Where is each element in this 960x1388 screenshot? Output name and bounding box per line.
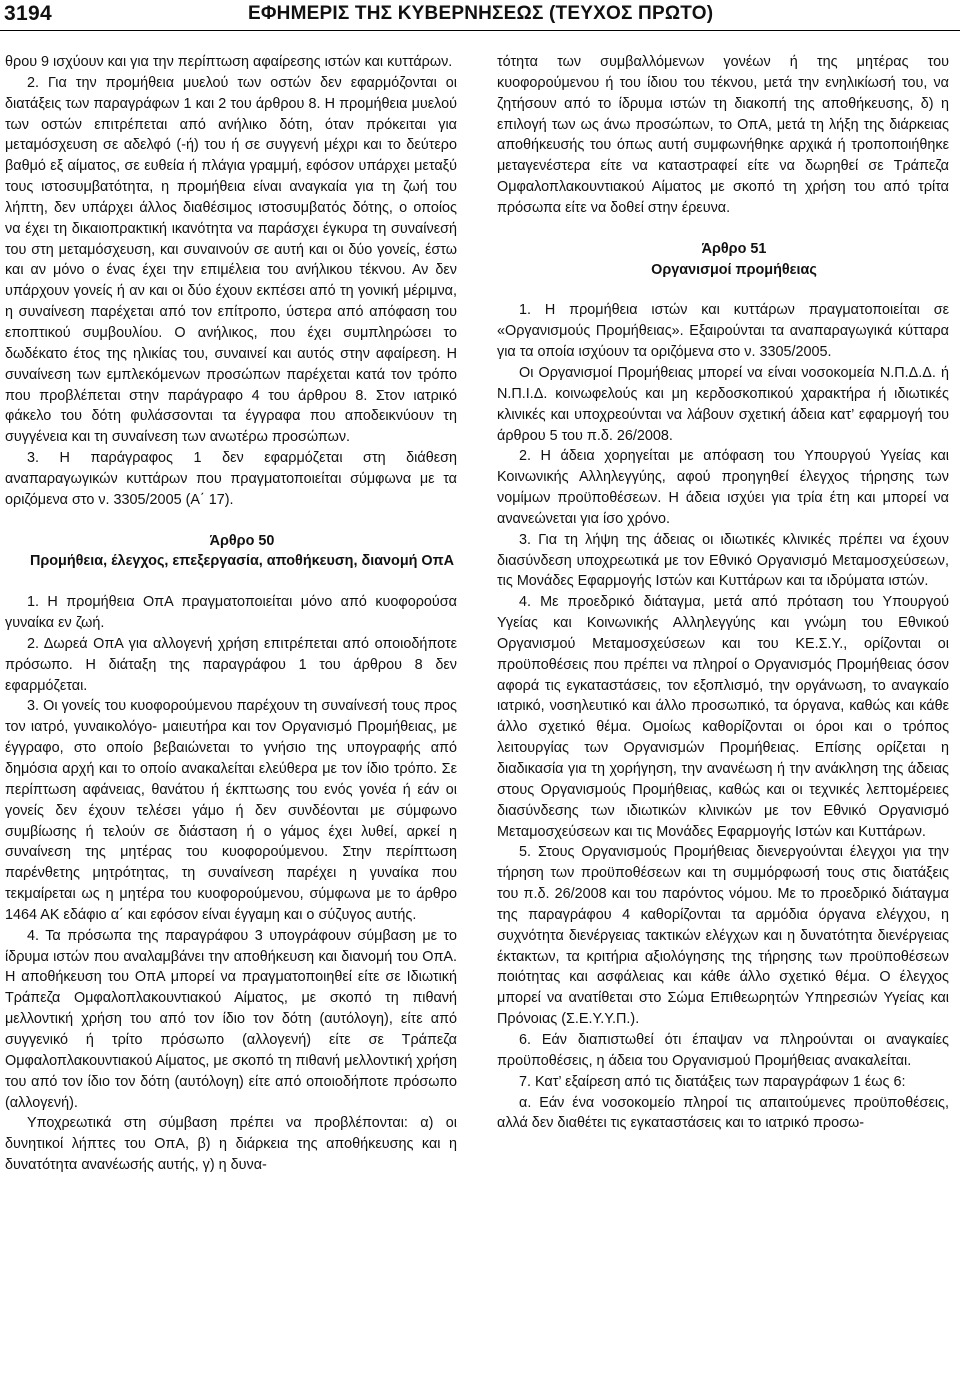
- paragraph: 6. Εάν διαπιστωθεί ότι έπαψαν να πληρούνται οι αναγκαίες προϋποθέσεις, η άδεια του Οργανισμού Προμήθειας ανακαλείται.: [497, 1031, 949, 1069]
- paragraph: 2. Για την προμήθεια μυελού των οστών δεν εφαρμόζονται οι διατάξεις των παραγράφων 1 και 2 του άρθρου 8. Η προμήθεια μυελού των οστών επιτρέπεται από ανήλικο δότη, όταν πρόκειται για μεταμόσχευση σε αδελφό (-ή) του ή σε συγγενή μέχρι και το δεύτερο βαθμό εξ αίματος, σε ευθεία ή πλάγια γραμμή, εφόσον υπάρχει μεταξύ τους ιστοσυμβατότητα, η προμήθεια είναι αναγκαία για τη ζωή του λήπτη, δεν υπάρχει άλλος διαθέσιμος ιστοσυμβατός δότης, ο οποίος να έχει τη δικαιοπρακτική ικανότητα να παράσχει έγκυρα τη συναίνεσή του στη μεταμόσχευση, και συναινούν σε αυτή και οι δύο γονείς, έστω και αν μόνο ο ένας έχει την επιμέλεια του ανήλικου τέκνου. Αν δεν υπάρχουν γονείς ή αν και οι δύο έχουν εκπέσει από τη γονική μέριμνα, η συναίνεση παρέχεται από τον επίτροπο, ύστερα από απόφαση του εποπτικού συμβουλίου. Ο ανήλικος, που έχει συμπληρώσει το δωδέκατο έτος της ηλικίας του, συναινεί και αυτός στην αφαίρεση. Η συναίνεση των εμπλεκόμενων προσώπων παρέχεται κατά τον τρόπο που προβλέπεται στην παράγραφο 4 του άρθρου 8. Στον ιατρικό φάκελο του δότη φυλάσσονται τα έγγραφα που αποδεικνύουν τη συγγένεια και τη συναίνεση των ανωτέρω προσώπων.: [5, 74, 457, 446]
- spacer: [497, 219, 949, 239]
- paragraph: 3. Οι γονείς του κυοφορούμενου παρέχουν τη συναίνεσή τους προς τον ιατρό, γυναικολόγο- μαιευτήρα και τον Οργανισμό Προμήθειας, με έγγραφο, στο οποίο βεβαιώνεται το γνήσιο της υπογραφής από δημόσια αρχή και το οποίο ανακαλείται ελεύθερα με τον ίδιο τρόπο. Σε περίπτωση αφάνειας, θανάτου ή έκπτωσης του ενός γονέα ή εάν οι γονείς δεν έχουν τελέσει γάμο ή δεν συνδέονται με σύμφωνο συμβίωσης ή τελούν σε διάσταση ή ο γάμος έχει λυθεί, αρκεί η συναίνεση της μητέρας του κυοφορούμενου. Στην περίπτωση παρένθετης μητρότητας, τη συναίνεση παρέχει η γυναίκα που τεκμαίρεται ως η μητέρα του κυοφορούμενου, σύμφωνα με το άρθρο 1464 ΑΚ εδάφιο α΄ και εφόσον είναι έγγαμη και ο σύζυγος αυτής.: [5, 698, 457, 923]
- paragraph: τότητα των συμβαλλόμενων γονέων ή της μητέρας του κυοφορούμενου ή του ίδιου του τέκνου, μετά την ενηλικίωσή του, να ζητήσουν από το ίδρυμα ιστών τη διακοπή της αποθήκευσης, δ) η επιλογή των ως άνω προσώπων, το ΟπΑ, μετά τη λήξη της διάρκειας αποθήκευσής του όπως αυτή συμφωνήθηκε αρχικά ή τροποποιήθηκε μεταγενέστερα είτε να καταστραφεί είτε να δωρηθεί σε Τράπεζα Ομφαλοπλακουντιακού Αίματος με σκοπό τη χρήση του από τρίτα πρόσωπα είτε να δοθεί στην έρευνα.: [497, 54, 949, 216]
- spacer: [5, 511, 457, 531]
- paragraph: 2. Η άδεια χορηγείται με απόφαση του Υπουργού Υγείας και Κοινωνικής Αλληλεγγύης, αφού προηγηθεί έλεγχος τήρησης των νομίμων προϋποθέσεων. Η άδεια ισχύει για τρία έτη και μπορεί να ανανεώνεται για ίσο χρόνο.: [497, 448, 949, 527]
- paragraph: 4. Με προεδρικό διάταγμα, μετά από πρόταση του Υπουργού Υγείας και Κοινωνικής Αλληλεγγύης και γνώμη του Εθνικού Οργανισμού Μεταμοσχεύσεων και του ΚΕ.Σ.Υ., ορίζονται οι προϋποθέσεις που πρέπει να πληροί ο Οργανισμός Προμήθειας όσον αφορά τις εγκαταστάσεις, τον εξοπλισμό, την οργάνωση, το αναγκαίο ιατρικό, νοσηλευτικό και άλλο προσωπικό, τα όργανα, καθώς και κάθε άλλο σχετικό θέμα. Ομοίως καθορίζονται οι όροι και ο τρόπος λειτουργίας των Οργανισμών Προμήθειας. Επίσης ορίζεται η διαδικασία για τη χορήγηση, την ανανέωση ή την ανάκληση της άδειας στους Οργανισμούς Προμήθειας, καθώς και οι τεχνικές λεπτομέρειες διασύνδεσης των ιδιωτικών κλινικών με τον Εθνικό Οργανισμό Μεταμοσχεύσεων και τις Μονάδες Εφαρμογής Ιστών και Κυττάρων.: [497, 594, 949, 840]
- article-51-subtitle: Οργανισμοί προμήθειας: [651, 261, 817, 278]
- article-50-subtitle: Προμήθεια, έλεγχος, επεξεργασία, αποθήκευση, διανομή ΟπΑ: [29, 553, 455, 570]
- article-51-title: Άρθρο 51: [701, 240, 767, 257]
- paragraph: 2. Δωρεά ΟπΑ για αλλογενή χρήση επιτρέπεται από οποιοδήποτε πρόσωπο. Η διάταξη της παραγράφου 1 του άρθρου 8 δεν εφαρμόζεται.: [5, 635, 457, 694]
- spacer: [497, 280, 949, 300]
- paragraph: 5. Στους Οργανισμούς Προμήθειας διενεργούνται έλεγχοι για την τήρηση των προϋποθέσεων και τη συμμόρφωσή τους στις διατάξεις του π.δ. 26/2008 και του παρόντος νόμου. Με το προεδρικό διάταγμα της παραγράφου 4 καθορίζονται τα αρμόδια όργανα ελέγχου, η συχνότητα διενέργειας τακτικών ελέγχων και η δυνατότητα διενέργειας έκτακτων, τα κριτήρια αξιολόγησης της τήρησης των προϋποθέσεων ποιότητας και ασφάλειας και κάθε άλλο σχετικό θέμα. Ο έλεγχος μπορεί να ανατίθεται στο Σώμα Επιθεωρητών Υπηρεσιών Υγείας και Πρόνοιας (Σ.Ε.Υ.Υ.Π.).: [497, 844, 949, 1028]
- paragraph: α. Εάν ένα νοσοκομείο πληροί τις απαιτούμενες προϋποθέσεις, αλλά δεν διαθέτει τις εγκαταστάσεις και το ιατρικό προσω-: [497, 1094, 949, 1132]
- page-number: 3194: [4, 2, 52, 25]
- paragraph: 1. Η προμήθεια ιστών και κυττάρων πραγματοποιείται σε «Οργανισμούς Προμήθειας». Εξαιρούνται τα αναπαραγωγικά κύτταρα για τα οποία ισχύουν τα οριζόμενα στο ν. 3305/2005.: [497, 302, 949, 361]
- paragraph: 7. Κατ’ εξαίρεση από τις διατάξεις των παραγράφων 1 έως 6:: [519, 1073, 906, 1090]
- paragraph: θρου 9 ισχύουν και για την περίπτωση αφαίρεσης ιστών και κυττάρων.: [5, 54, 453, 70]
- paragraph: 1. Η προμήθεια ΟπΑ πραγματοποιείται μόνο από κυοφορούσα γυναίκα εν ζωή.: [5, 594, 457, 632]
- right-column: [497, 52, 949, 1382]
- paragraph: Υποχρεωτικά στη σύμβαση πρέπει να προβλέπονται: α) οι δυνητικοί λήπτες του ΟπΑ, β) η διάρκεια της αποθήκευσης και η δυνατότητα ανανέωσής αυτής, γ) η δυνα-: [5, 1115, 457, 1174]
- journal-title: ΕΦΗΜΕΡΙΣ ΤΗΣ ΚΥΒΕΡΝΗΣΕΩΣ (ΤΕΥΧΟΣ ΠΡΩΤΟ): [248, 3, 714, 24]
- paragraph: 3. Για τη λήψη της άδειας οι ιδιωτικές κλινικές πρέπει να έχουν διασύνδεση υποχρεωτικά με τον Εθνικό Οργανισμό Μεταμοσχεύσεων, τις Μονάδες Εφαρμογής Ιστών και Κυττάρων και τα ιδρύματα ιστών.: [497, 531, 949, 590]
- paragraph: Οι Οργανισμοί Προμήθειας μπορεί να είναι νοσοκομεία Ν.Π.Δ.Δ. ή Ν.Π.Ι.Δ. κοινωφελούς και μη κερδοσκοπικού χαρακτήρα ή ιδιωτικές κλινικές και υποχρεούνται να λάβουν σχετική άδεια κατ’ εφαρμογή του άρθρου 5 του π.δ. 26/2008.: [497, 364, 949, 444]
- paragraph: 3. Η παράγραφος 1 δεν εφαρμόζεται στη διάθεση αναπαραγωγικών κυττάρων που πραγματοποιείται σύμφωνα με τα οριζόμενα στο ν. 3305/2005 (Α΄ 17).: [5, 450, 457, 508]
- spacer: [5, 572, 457, 592]
- page-header: [0, 0, 960, 31]
- left-column: [5, 52, 457, 1382]
- article-50-title: Άρθρο 50: [209, 532, 275, 549]
- paragraph: 4. Τα πρόσωπα της παραγράφου 3 υπογράφουν σύμβαση με το ίδρυμα ιστών που αναλαμβάνει την αποθήκευση και διανομή του ΟπΑ. Η αποθήκευση του ΟπΑ μπορεί να πραγματοποιηθεί είτε σε Ιδιωτική Τράπεζα Ομφαλοπλακουντιακού Αίματος, με σκοπό τη πιθανή μελλοντική χρήση του από τον ίδιο τον δότη (αυτόλογη), είτε από συγγενικό ή τρίτο πρόσωπο (αλλογενή) είτε σε Τράπεζα Ομφαλοπλακουντιακού Αίματος, με σκοπό τη πιθανή μελλοντική χρήση του από τον ίδιο τον δότη (αυτόλογη) είτε από οποιοδήποτε πρόσωπο (αλλογενή).: [5, 927, 457, 1111]
